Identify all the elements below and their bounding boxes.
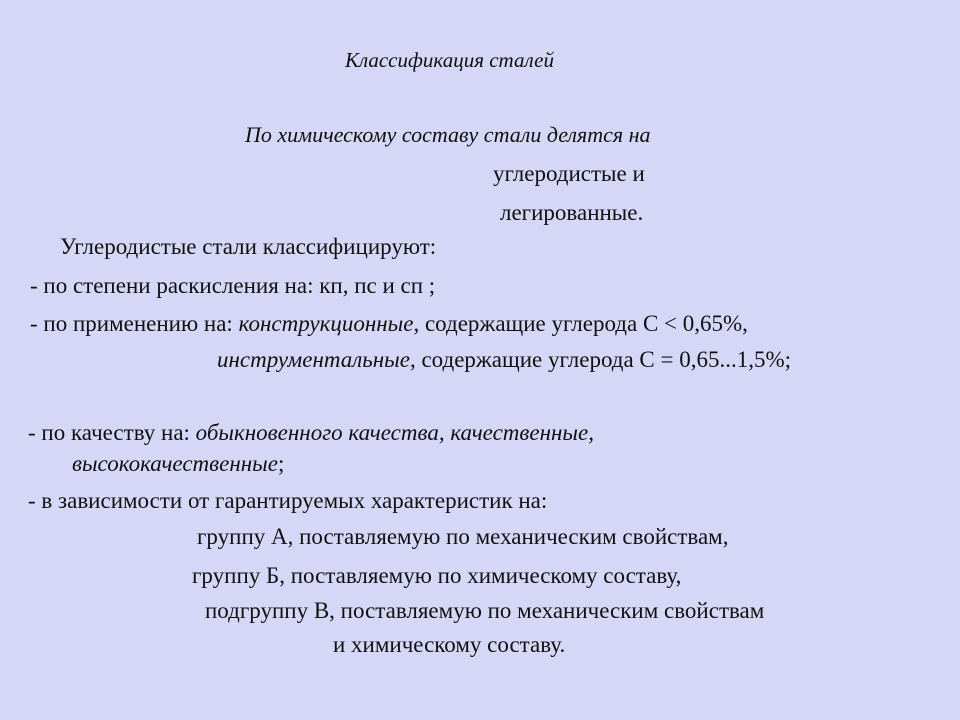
application-tool-line	[217, 348, 791, 371]
quality-prefix: - по качеству на:	[28, 420, 196, 445]
deoxidation-item: - по степени раскисления на: кп, пс и сп ;	[30, 273, 436, 298]
slide-title: Классификация сталей	[345, 48, 554, 72]
quality-terms: обыкновенного качества, качественные,	[195, 420, 594, 445]
intro-option-alloy: легированные.	[500, 200, 644, 225]
group-a: группу А, поставляемую по механическим свойствам,	[197, 524, 729, 549]
tool-rest: , содержащие углерода С = 0,65...1,5%;	[409, 347, 792, 372]
application-prefix: - по применению на:	[30, 311, 239, 336]
subgroup-v-cont: и химическому составу.	[333, 632, 566, 657]
group-b: группу Б, поставляемую по химическому составу,	[192, 563, 682, 588]
intro-lead: По химическому составу стали делятся на	[245, 122, 651, 147]
quality-item	[28, 421, 594, 444]
tool-term: инструментальные	[217, 347, 410, 372]
structural-rest: , содержащие углерода С < 0,65%,	[413, 311, 748, 336]
guaranteed-heading: - в зависимости от гарантируемых характеристик на:	[28, 488, 548, 513]
intro-option-carbon: углеродистые и	[493, 161, 645, 186]
carbon-steel-heading: Углеродистые стали классифицируют:	[60, 234, 437, 259]
quality-terms-end: ;	[277, 451, 285, 476]
application-item	[30, 312, 748, 335]
quality-item-cont	[72, 452, 284, 475]
structural-term: конструкционные	[238, 311, 414, 336]
quality-terms-cont: высококачественные	[72, 451, 278, 476]
subgroup-v: подгруппу В, поставляемую по механическим свойствам	[205, 598, 765, 623]
